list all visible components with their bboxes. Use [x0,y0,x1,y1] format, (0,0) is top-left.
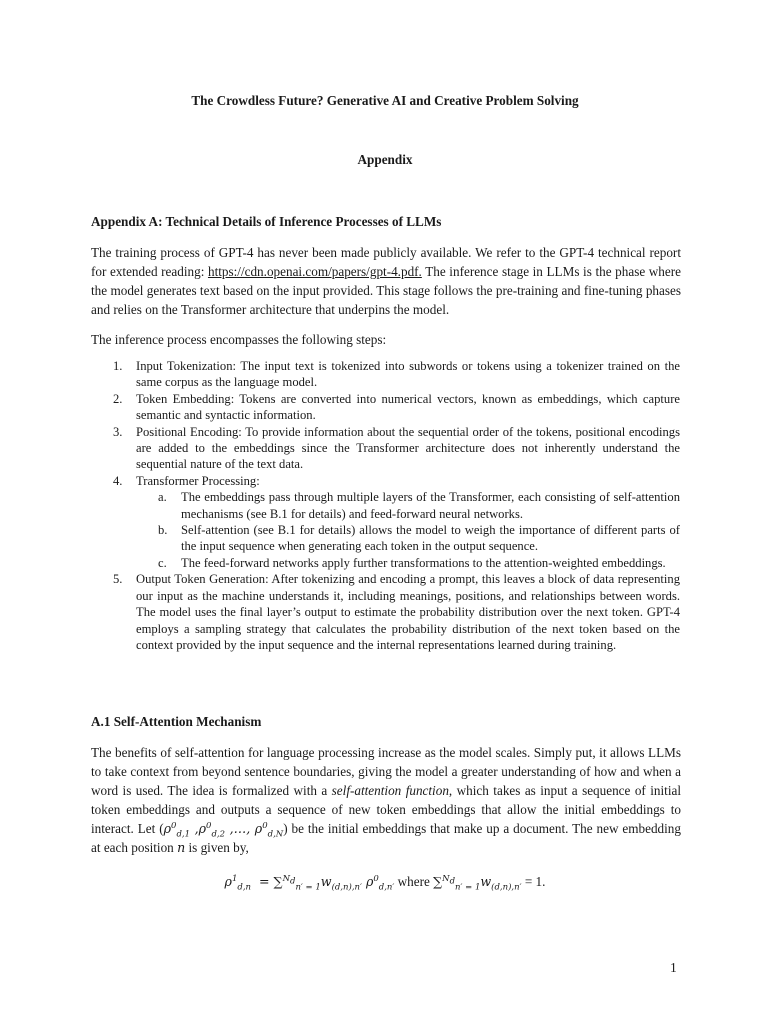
section-a-heading: Appendix A: Technical Details of Inference Processes of LLMs [91,214,442,229]
section-a1-paragraph: The benefits of self-attention for language processing increase as the model scales. Simply put, it allows LLMs to take context from beyond sentence boundaries, giving the model a greater understanding of how and when a word is used. The idea is formalized with a self-attention function, which takes as input a sequence of initial token embeddings and outputs a sequence of new token embeddings that allow the initial embeddings to interact. Let ($\rho^0_{d,1}$ $,\rho^0_{d,2}$ ,…, $\rho^0_{d,N}$) be the initial embeddings that make up a document. The new embedding at each position n is given by, [91,745,681,855]
list-item: 4. Transformer Processing: a. The embeddings pass through multiple layers of the Transformer, each consisting of self-attention mechanisms (see B.1 for details) and feed-forward neural networks. b. Self-attention (see B.1 for details) allows the model to weigh the importance of different parts of the input sequence when generating each token in the output sequence. c. The feed-forward networks apply further transformations to the attention-weighted embeddings. [113,473,680,570]
list-item: c. The feed-forward networks apply further transformations to the attention-weighted embeddings. [158,555,666,570]
section-a1-heading: A.1 Self-Attention Mechanism [91,714,262,729]
list-item: 1. Input Tokenization: The input text is tokenized into subwords or tokens using a tokenizer trained on the same corpus as the language model. [113,359,680,390]
section-a-paragraph-1: The training process of GPT-4 has never been made publicly available. We refer to the GPT-4 technical report for extended reading: https://cdn.openai.com/papers/gpt-4.pdf. The inference stage in LLMs is the phase where the model generates text based on the input provided. This stage follows the pre-training and fine-tuning phases and relies on the Transformer architecture that underpins the model. [91,245,681,317]
paper-title: The Crowdless Future? Generative AI and Creative Problem Solving [191,93,579,108]
transformer-substeps-list [136,489,680,571]
list-item: 5. Output Token Generation: After tokenizing and encoding a prompt, this leaves a block of data representing our input as the machine understands it, including meanings, positions, and relationships between words. The model uses the final layer’s output to estimate the probability distribution over the next token. GPT-4 employs a sampling strategy that calculates the probability distribution of the next token based on the context provided by the input sequence and the internal representations learned during training. [113,572,680,652]
list-item: 2. Token Embedding: Tokens are converted into numerical vectors, known as embeddings, which capture semantic and syntactic information. [113,391,680,423]
page-number: 1 [670,960,677,975]
initial-embeddings-math: $\rho^0_{d,1}$ $,\rho^0_{d,2}$ ,…, $\rho^0_{d,N}$ [163,820,284,840]
inference-steps-list [91,358,680,653]
self-attention-equation: $\rho^1_{d,n} = \sum^{N_d}_{n' = 1}w_{(d,n),n'}$ $\rho^0_{d,n'}$ where $\sum^{N_d}_{n' = 1}w_{(d,n),n'} = 1$. [224,873,546,893]
list-item: b. Self-attention (see B.1 for details) allows the model to weigh the importance of different parts of the input sequence when generating each token in the output sequence. [158,523,680,554]
appendix-heading: Appendix [357,152,413,167]
list-item: 3. Positional Encoding: To provide information about the sequential order of the tokens, positional encodings are added to the embeddings since the Transformer architecture does not inherently understand the sequential nature of the text data. [113,424,680,472]
list-item: a. The embeddings pass through multiple layers of the Transformer, each consisting of self-attention mechanisms (see B.1 for details) and feed-forward neural networks. [158,490,680,521]
section-a-paragraph-2: The inference process encompasses the following steps: [91,332,387,347]
gpt4-report-link[interactable]: https://cdn.openai.com/papers/gpt-4.pdf. [207,264,422,279]
